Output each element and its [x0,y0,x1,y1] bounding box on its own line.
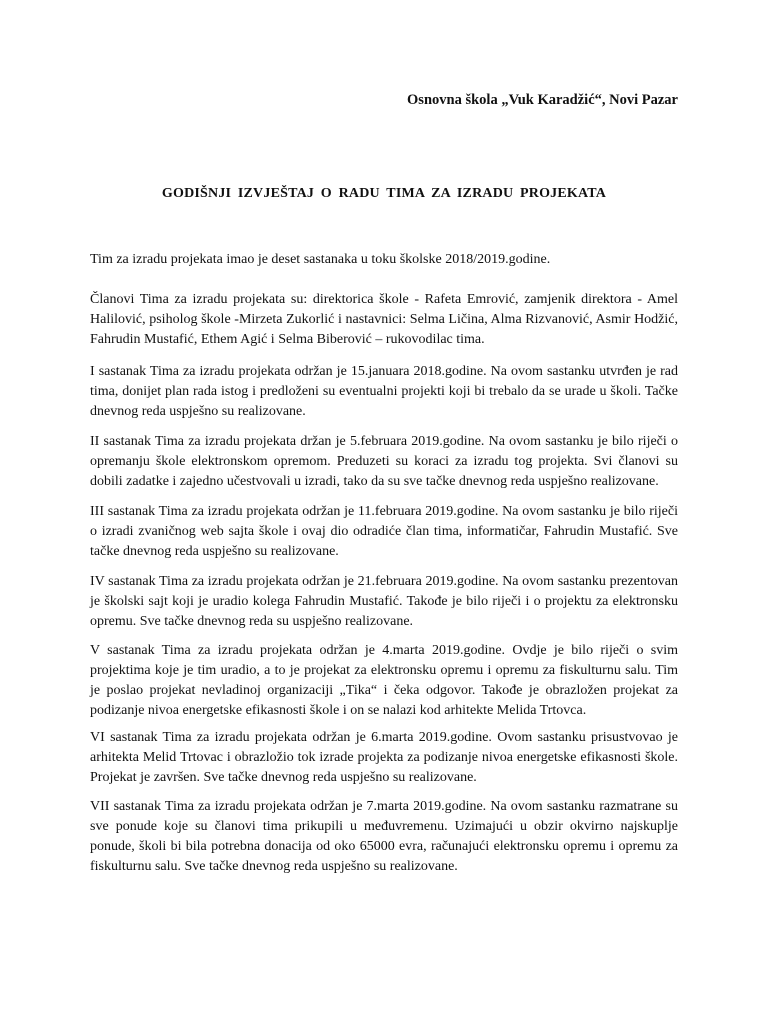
paragraph-members: Članovi Tima za izradu projekata su: direktorica škole - Rafeta Emrović, zamjenik direktora - Amel Halilović, psiholog škole -Mirzeta Zukorlić i nastavnici: Selma Ličina, Alma Rizvanović, Asmir Hodžić, Fahrudin Mustafić, Ethem Agić i Selma Biberović – rukovodilac tima. [90,292,678,347]
paragraph-meeting-2: II sastanak Tima za izradu projekata držan je 5.februara 2019.godine. Na ovom sastanku je bilo riječi o opremanju škole elektronskom opremom. Preduzeti su koraci za izradu tog projekta. Svi članovi su dobili zadatke i zajedno učestvovali u izradi, tako da su sve tačke dnevnog reda uspješno realizovane. [90,434,678,489]
paragraph-meeting-7: VII sastanak Tima za izradu projekata održan je 7.marta 2019.godine. Na ovom sastanku razmatrane su sve ponude koje su članovi tima prikupili u međuvremenu. Uzimajući u obzir okvirno najskuplje ponude, školi bi bila potrebna donacija od oko 65000 evra, računajući elektronsku opremu i opremu za fiskulturnu salu. Sve tačke dnevnog reda uspješno su realizovane. [90,799,678,874]
school-name: Osnovna škola „Vuk Karadžić“, Novi Pazar [407,92,678,108]
paragraph-meeting-5: V sastanak Tima za izradu projekata održan je 4.marta 2019.godine. Ovdje je bilo riječi o svim projektima koje je tim uradio, a to je projekat za elektronsku opremu i opremu za fiskulturnu salu. Tim je poslao projekat nevladinoj organizaciji „Tika“ i čeka odgovor. Takođe je obrazložen projekat za podizanje nivoa energetske efikasnosti škole i on se nalazi kod arhitekte Melida Trtovca. [90,643,678,718]
paragraph-meeting-4: IV sastanak Tima za izradu projekata održan je 21.februara 2019.godine. Na ovom sastanku prezentovan je školski sajt koji je uradio kolega Fahrudin Mustafić. Takođe je bilo riječi i o projektu za elektronsku opremu. Sve tačke dnevnog reda su uspješno realizovane. [90,574,678,629]
paragraph-meeting-6: VI sastanak Tima za izradu projekata održan je 6.marta 2019.godine. Ovom sastanku prisustvovao je arhitekta Melid Trtovac i obrazložio tok izrade projekta za podizanje nivoa energetske efikasnosti škole. Projekat je završen. Sve tačke dnevnog reda uspješno su realizovane. [90,730,678,785]
report-title: GODIŠNJI IZVJEŠTAJ O RADU TIMA ZA IZRADU PROJEKATA [161,186,607,201]
paragraph-meeting-1: I sastanak Tima za izradu projekata održan je 15.januara 2018.godine. Na ovom sastanku utvrđen je rad tima, donijet plan rada istog i predloženi su eventualni projekti koji bi trebalo da se urade u školi. Tačke dnevnog reda uspješno su realizovane. [90,364,678,419]
paragraph-intro: Tim za izradu projekata imao je deset sastanaka u toku školske 2018/2019.godine. [90,252,551,267]
paragraph-meeting-3: III sastanak Tima za izradu projekata održan je 11.februara 2019.godine. Na ovom sastanku je bilo riječi o izradi zvaničnog web sajta škole i ovaj dio odradiće član tima, informatičar, Fahrudin Mustafić. Sve tačke dnevnog reda uspješno su realizovane. [90,504,678,559]
